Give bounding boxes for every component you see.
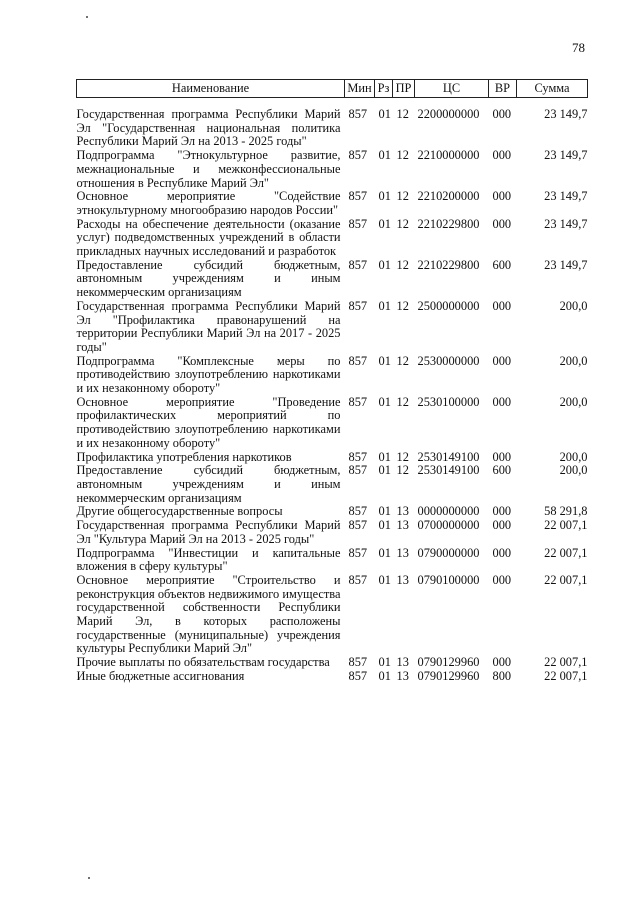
row-name: Подпрограмма "Этнокультурное развитие, межнациональные и межконфессиональные отношения в Республике Марий Эл" bbox=[76, 148, 341, 190]
header-pr: ПР bbox=[393, 80, 415, 98]
table-row bbox=[77, 300, 588, 355]
row-cs: 0790100000 bbox=[417, 572, 480, 587]
table-row bbox=[77, 259, 588, 300]
row-min: 857 bbox=[348, 572, 368, 587]
row-pr: 12 bbox=[396, 394, 409, 409]
row-rz: 01 bbox=[378, 189, 391, 204]
table-row bbox=[77, 670, 588, 684]
table-row bbox=[77, 218, 588, 259]
row-rz: 01 bbox=[378, 449, 391, 464]
row-pr: 12 bbox=[396, 257, 409, 272]
row-min: 857 bbox=[348, 298, 368, 313]
row-min: 857 bbox=[348, 449, 368, 464]
row-pr: 12 bbox=[396, 148, 409, 163]
row-pr: 13 bbox=[396, 504, 409, 519]
row-cs: 0790000000 bbox=[417, 545, 480, 560]
row-name: Подпрограмма "Инвестиции и капитальные вложения в сферу культуры" bbox=[76, 545, 341, 574]
table-header bbox=[77, 80, 588, 98]
table-row bbox=[77, 98, 588, 150]
row-pr: 12 bbox=[396, 353, 409, 368]
table-row bbox=[77, 464, 588, 505]
row-vr: 600 bbox=[492, 463, 512, 478]
row-vr: 000 bbox=[492, 655, 512, 670]
row-vr: 000 bbox=[492, 298, 512, 313]
row-sum: 200,0 bbox=[559, 449, 588, 464]
table-row bbox=[77, 519, 588, 546]
row-vr: 000 bbox=[492, 394, 512, 409]
page-number: 78 bbox=[572, 40, 585, 55]
row-min: 857 bbox=[348, 504, 368, 519]
row-sum: 23 149,7 bbox=[544, 257, 588, 272]
row-sum: 23 149,7 bbox=[544, 189, 588, 204]
row-min: 857 bbox=[348, 655, 368, 670]
row-cs: 2530100000 bbox=[417, 394, 480, 409]
row-rz: 01 bbox=[378, 257, 391, 272]
table-row bbox=[77, 396, 588, 451]
row-name: Другие общегосударственные вопросы bbox=[76, 504, 283, 519]
row-rz: 01 bbox=[378, 545, 391, 560]
row-min: 857 bbox=[348, 189, 368, 204]
row-rz: 01 bbox=[378, 148, 391, 163]
row-cs: 2200000000 bbox=[417, 107, 480, 121]
row-sum: 22 007,1 bbox=[544, 668, 588, 683]
table-row bbox=[77, 505, 588, 519]
row-rz: 01 bbox=[378, 463, 391, 478]
scan-speck bbox=[88, 877, 90, 879]
row-pr: 12 bbox=[396, 107, 409, 121]
row-rz: 01 bbox=[378, 216, 391, 231]
row-cs: 2210229800 bbox=[417, 216, 480, 231]
table-body bbox=[77, 98, 588, 684]
row-name: Основное мероприятие "Содействие этнокультурному многообразию народов России" bbox=[76, 189, 341, 217]
header-rz: Рз bbox=[375, 80, 393, 98]
row-name: Государственная программа Республики Марий Эл "Профилактика правонарушений на территории Республики Марий Эл на 2017 - 2025 годы" bbox=[76, 298, 341, 354]
row-pr: 12 bbox=[396, 189, 409, 204]
row-name: Основное мероприятие "Проведение профилактических мероприятий по противодействию злоупотреблению наркотиками и их незаконному обороту" bbox=[76, 394, 341, 450]
row-sum: 58 291,8 bbox=[544, 504, 588, 519]
table-row bbox=[77, 190, 588, 217]
row-min: 857 bbox=[348, 257, 368, 272]
row-sum: 200,0 bbox=[559, 353, 588, 368]
row-cs: 2530000000 bbox=[417, 353, 480, 368]
row-name: Государственная программа Республики Марий Эл "Культура Марий Эл на 2013 - 2025 годы" bbox=[76, 518, 341, 546]
row-sum: 22 007,1 bbox=[544, 545, 588, 560]
row-vr: 000 bbox=[492, 572, 512, 587]
header-cs: ЦС bbox=[415, 80, 489, 98]
row-sum: 200,0 bbox=[559, 463, 588, 478]
row-min: 857 bbox=[348, 353, 368, 368]
row-vr: 000 bbox=[492, 216, 512, 231]
header-sum: Сумма bbox=[517, 80, 588, 98]
row-rz: 01 bbox=[378, 394, 391, 409]
row-name: Основное мероприятие "Строительство и реконструкция объектов недвижимого имущества государственной собственности Республики Марий Эл, в которых расположены государственные (муниципальные) учреждения культуры Республики Марий Эл" bbox=[76, 572, 341, 656]
table-row bbox=[77, 451, 588, 465]
row-rz: 01 bbox=[378, 298, 391, 313]
table-row bbox=[77, 656, 588, 670]
row-rz: 01 bbox=[378, 518, 391, 533]
row-vr: 800 bbox=[492, 668, 512, 683]
row-rz: 01 bbox=[378, 572, 391, 587]
row-min: 857 bbox=[348, 394, 368, 409]
row-vr: 000 bbox=[492, 449, 512, 464]
row-min: 857 bbox=[348, 463, 368, 478]
row-name: Расходы на обеспечение деятельности (оказание услуг) подведомственных учреждений в области прикладных научных исследований и разработок bbox=[76, 216, 341, 259]
row-sum: 22 007,1 bbox=[544, 655, 588, 670]
row-name: Государственная программа Республики Марий Эл "Государственная национальная политика Республики Марий Эл на 2013 - 2025 годы" bbox=[76, 107, 341, 149]
header-vr: ВР bbox=[489, 80, 517, 98]
row-pr: 12 bbox=[396, 216, 409, 231]
scan-speck bbox=[86, 16, 88, 18]
row-rz: 01 bbox=[378, 668, 391, 683]
row-rz: 01 bbox=[378, 655, 391, 670]
row-cs: 0790129960 bbox=[417, 655, 480, 670]
row-sum: 23 149,7 bbox=[544, 148, 588, 163]
row-pr: 13 bbox=[396, 572, 409, 587]
table-row bbox=[77, 547, 588, 574]
header-name: Наименование bbox=[77, 80, 345, 98]
row-min: 857 bbox=[348, 545, 368, 560]
row-vr: 000 bbox=[492, 107, 512, 121]
row-cs: 2530149100 bbox=[417, 449, 480, 464]
row-min: 857 bbox=[348, 107, 368, 121]
row-vr: 000 bbox=[492, 148, 512, 163]
row-cs: 0000000000 bbox=[417, 504, 480, 519]
budget-table bbox=[76, 79, 588, 684]
row-sum: 23 149,7 bbox=[544, 107, 588, 121]
row-rz: 01 bbox=[378, 107, 391, 121]
row-vr: 000 bbox=[492, 504, 512, 519]
table-row bbox=[77, 149, 588, 190]
row-rz: 01 bbox=[378, 353, 391, 368]
table-row bbox=[77, 574, 588, 656]
row-cs: 2530149100 bbox=[417, 463, 480, 478]
row-vr: 000 bbox=[492, 189, 512, 204]
row-sum: 200,0 bbox=[559, 298, 588, 313]
row-min: 857 bbox=[348, 148, 368, 163]
row-vr: 000 bbox=[492, 353, 512, 368]
row-cs: 0790129960 bbox=[417, 668, 480, 683]
row-vr: 000 bbox=[492, 545, 512, 560]
row-cs: 2210200000 bbox=[417, 189, 480, 204]
row-pr: 13 bbox=[396, 655, 409, 670]
row-name: Прочие выплаты по обязательствам государства bbox=[76, 655, 330, 670]
row-pr: 13 bbox=[396, 668, 409, 683]
table-row bbox=[77, 355, 588, 396]
row-rz: 01 bbox=[378, 504, 391, 519]
row-name: Подпрограмма "Комплексные меры по противодействию злоупотреблению наркотиками и их незаконному обороту" bbox=[76, 353, 341, 396]
row-sum: 22 007,1 bbox=[544, 572, 588, 587]
row-cs: 2500000000 bbox=[417, 298, 480, 313]
row-cs: 2210000000 bbox=[417, 148, 480, 163]
row-name: Предоставление субсидий бюджетным, автономным учреждениям и иным некоммерческим организациям bbox=[76, 463, 341, 505]
row-vr: 000 bbox=[492, 518, 512, 533]
row-pr: 12 bbox=[396, 298, 409, 313]
row-min: 857 bbox=[348, 668, 368, 683]
row-pr: 12 bbox=[396, 463, 409, 478]
row-name: Профилактика употребления наркотиков bbox=[76, 449, 292, 464]
row-cs: 0700000000 bbox=[417, 518, 480, 533]
row-min: 857 bbox=[348, 216, 368, 231]
row-cs: 2210229800 bbox=[417, 257, 480, 272]
row-name: Предоставление субсидий бюджетным, автономным учреждениям и иным некоммерческим организациям bbox=[76, 257, 341, 300]
row-sum: 23 149,7 bbox=[544, 216, 588, 231]
header-min: Мин bbox=[345, 80, 375, 98]
row-sum: 22 007,1 bbox=[544, 518, 588, 533]
budget-table-container bbox=[76, 79, 587, 684]
row-sum: 200,0 bbox=[559, 394, 588, 409]
row-pr: 13 bbox=[396, 545, 409, 560]
row-pr: 13 bbox=[396, 518, 409, 533]
header-row bbox=[77, 80, 588, 98]
row-pr: 12 bbox=[396, 449, 409, 464]
row-min: 857 bbox=[348, 518, 368, 533]
row-vr: 600 bbox=[492, 257, 512, 272]
row-name: Иные бюджетные ассигнования bbox=[76, 668, 245, 683]
